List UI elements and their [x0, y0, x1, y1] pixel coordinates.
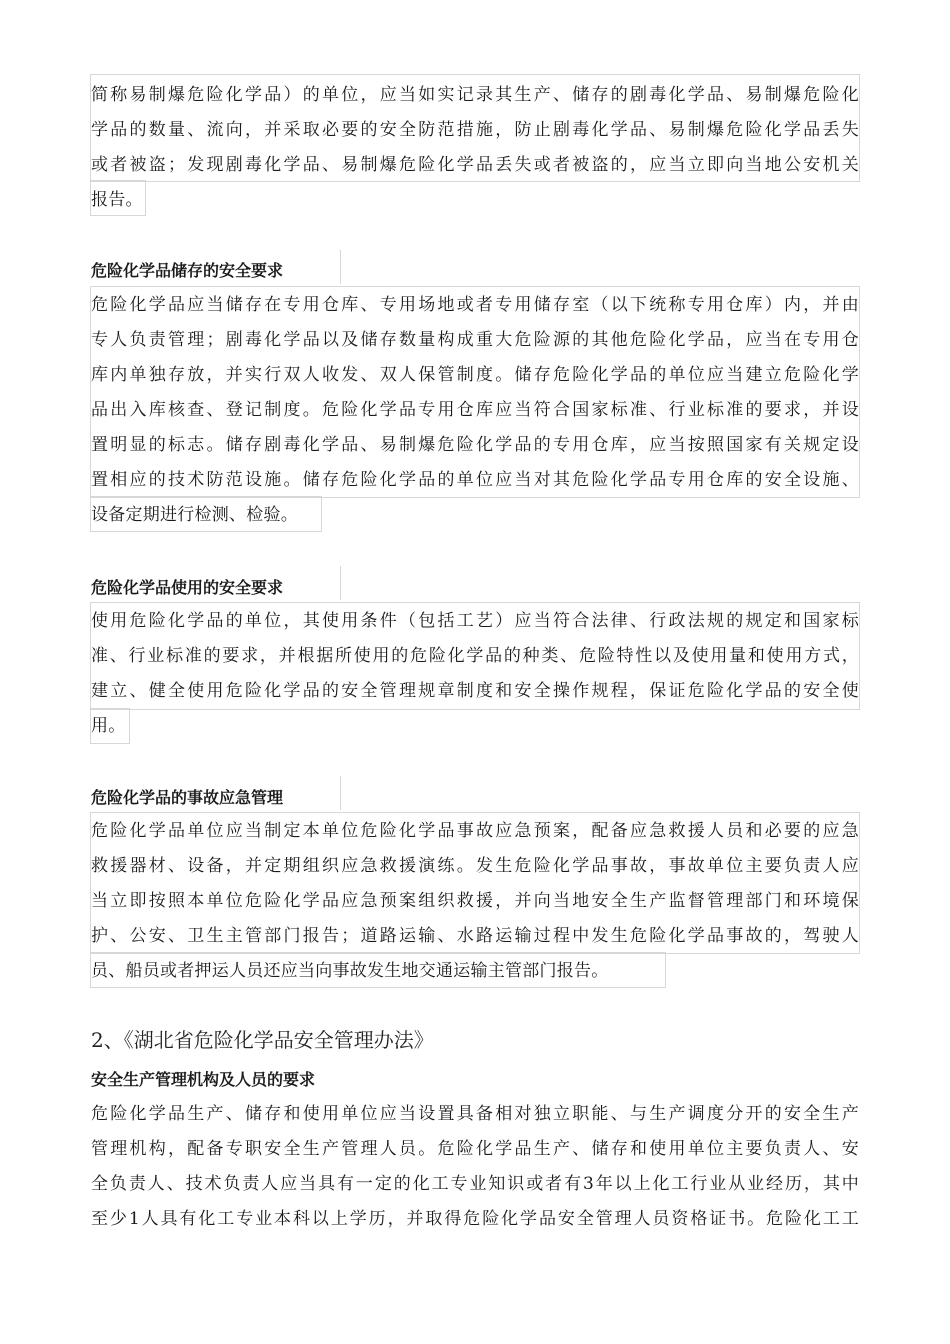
paragraph-line: 危险化学品单位应当制定本单位危险化学品事故应急预案，配备应急救援人员和必要的应急: [91, 821, 859, 841]
paragraph-line: 护、公安、卫生主管部门报告；道路运输、水路运输过程中发生危险化学品事故的，驾驶人: [91, 926, 859, 946]
paragraph-line: 管理机构，配备专职安全生产管理人员。危险化学品生产、储存和使用单位主要负责人、安: [91, 1139, 859, 1159]
paragraph-line: 当立即按照本单位危险化学品应急预案组织救援，并向当地安全生产监督管理部门和环境保: [91, 891, 859, 911]
paragraph-line: 设备定期进行检测、检验。: [91, 505, 298, 525]
paragraph-line: 置相应的技术防范设施。储存危险化学品的单位应当对其危险化学品专用仓库的安全设施、: [91, 470, 859, 490]
paragraph-line: 报告。: [91, 190, 143, 210]
heading-frame: [340, 566, 341, 600]
paragraph-line: 准、行业标准的要求，并根据所使用的危险化学品的种类、危险特性以及使用量和使用方式，: [91, 646, 859, 666]
paragraph-line: 至少1人具有化工专业本科以上学历，并取得危险化学品安全管理人员资格证书。危险化工工: [91, 1209, 859, 1229]
paragraph-line: 使用危险化学品的单位，其使用条件（包括工艺）应当符合法律、行政法规的规定和国家标: [91, 611, 859, 631]
section-heading-storage: 危险化学品储存的安全要求: [91, 261, 284, 280]
paragraph-line: 建立、健全使用危险化学品的安全管理规章制度和安全操作规程，保证危险化学品的安全使: [91, 681, 859, 701]
section-title: 2、《湖北省危险化学品安全管理办法》: [91, 1028, 434, 1052]
paragraph-line: 库内单独存放，并实行双人收发、双人保管制度。储存危险化学品的单位应当建立危险化学: [91, 365, 859, 385]
section-heading-personnel: 安全生产管理机构及人员的要求: [91, 1070, 316, 1089]
paragraph-line: 或者被盗；发现剧毒化学品、易制爆危险化学品丢失或者被盗的，应当立即向当地公安机关: [91, 155, 859, 175]
heading-frame: [340, 776, 341, 810]
paragraph-line: 专人负责管理；剧毒化学品以及储存数量构成重大危险源的其他危险化学品，应当在专用仓: [91, 330, 859, 350]
paragraph-line: 救援器材、设备，并定期组织应急救援演练。发生危险化学品事故，事故单位主要负责人应: [91, 856, 859, 876]
paragraph-line: 员、船员或者押运人员还应当向事故发生地交通运输主管部门报告。: [91, 961, 609, 981]
paragraph-line: 简称易制爆危险化学品）的单位，应当如实记录其生产、储存的剧毒化学品、易制爆危险化: [91, 85, 859, 105]
section-heading-usage: 危险化学品使用的安全要求: [91, 578, 284, 597]
paragraph-line: 危险化学品生产、储存和使用单位应当设置具备相对独立职能、与生产调度分开的安全生产: [91, 1104, 859, 1124]
paragraph-line: 品出入库核查、登记制度。危险化学品专用仓库应当符合国家标准、行业标准的要求，并设: [91, 400, 859, 420]
paragraph-line: 置明显的标志。储存剧毒化学品、易制爆危险化学品的专用仓库，应当按照国家有关规定设: [91, 435, 859, 455]
paragraph-line: 用。: [91, 716, 126, 736]
paragraph-line: 危险化学品应当储存在专用仓库、专用场地或者专用储存室（以下统称专用仓库）内，并由: [91, 295, 859, 315]
paragraph-line: 学品的数量、流向，并采取必要的安全防范措施，防止剧毒化学品、易制爆危险化学品丢失: [91, 120, 859, 140]
section-heading-emergency: 危险化学品的事故应急管理: [91, 788, 284, 807]
paragraph-line: 全负责人、技术负责人应当具有一定的化工专业知识或者有3年以上化工行业从业经历，其中: [91, 1174, 859, 1194]
heading-frame: [340, 250, 341, 284]
